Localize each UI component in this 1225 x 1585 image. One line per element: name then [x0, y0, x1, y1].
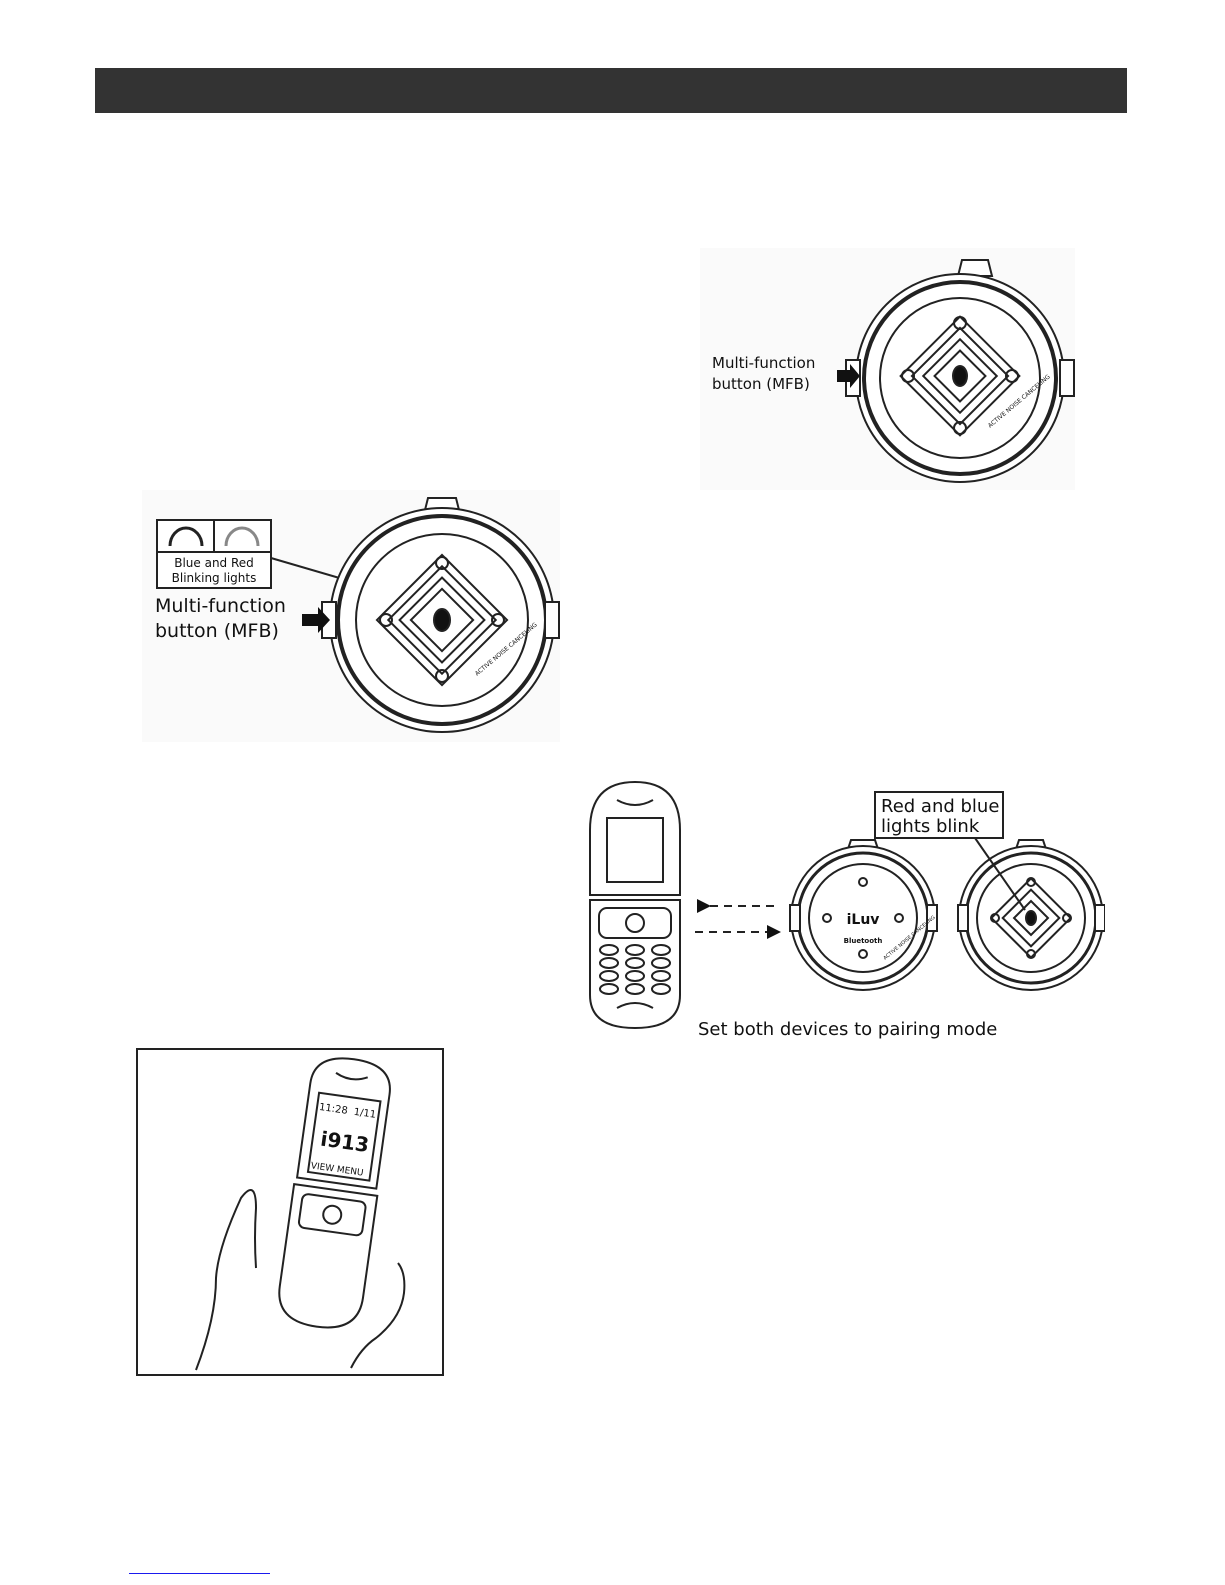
- phone-screen-date: 1/11: [352, 1106, 377, 1121]
- figure-mfb-headset: [700, 248, 1075, 490]
- header-bar: [95, 68, 1127, 113]
- fig1-ring-text: ACTIVE NOISE CANCELING: [986, 373, 1052, 430]
- fig1-callout-line2: button (MFB): [712, 375, 810, 393]
- bluetooth-label: Bluetooth: [843, 937, 883, 945]
- iluv-logo-text: iLuv: [846, 912, 880, 928]
- hand-phone-illustration: [136, 1048, 444, 1376]
- fig2-box-line2: Blinking lights: [171, 571, 257, 585]
- fig2-box-line1: Blue and Red: [174, 556, 254, 570]
- figure-pairing: [585, 770, 1105, 1050]
- fig2-callout-line2: button (MFB): [155, 620, 279, 642]
- fig3-box-line2: lights blink: [881, 816, 980, 837]
- pairing-caption: Set both devices to pairing mode: [698, 1019, 998, 1040]
- phone-screen-model: i913: [319, 1126, 371, 1158]
- figure-blinking-lights: [142, 490, 560, 742]
- blinking-lights-illustration: [142, 490, 560, 742]
- mfb-headset-illustration: [700, 248, 1075, 490]
- fig3-ring-text: ACTIVE NOISE CANCELING: [882, 914, 937, 962]
- figure-hand-phone: [136, 1048, 444, 1376]
- phone-screen-time: 11:28: [318, 1101, 349, 1117]
- footer-link-underline[interactable]: [129, 1573, 270, 1574]
- fig3-box-line1: Red and blue: [881, 796, 1000, 817]
- fig2-ring-text: ACTIVE NOISE CANCELING: [473, 621, 539, 678]
- phone-screen-softkeys: VIEW MENU: [310, 1161, 364, 1179]
- fig1-callout-line1: Multi-function: [712, 354, 816, 372]
- fig2-callout-line1: Multi-function: [155, 595, 286, 617]
- pairing-illustration: [585, 770, 1105, 1050]
